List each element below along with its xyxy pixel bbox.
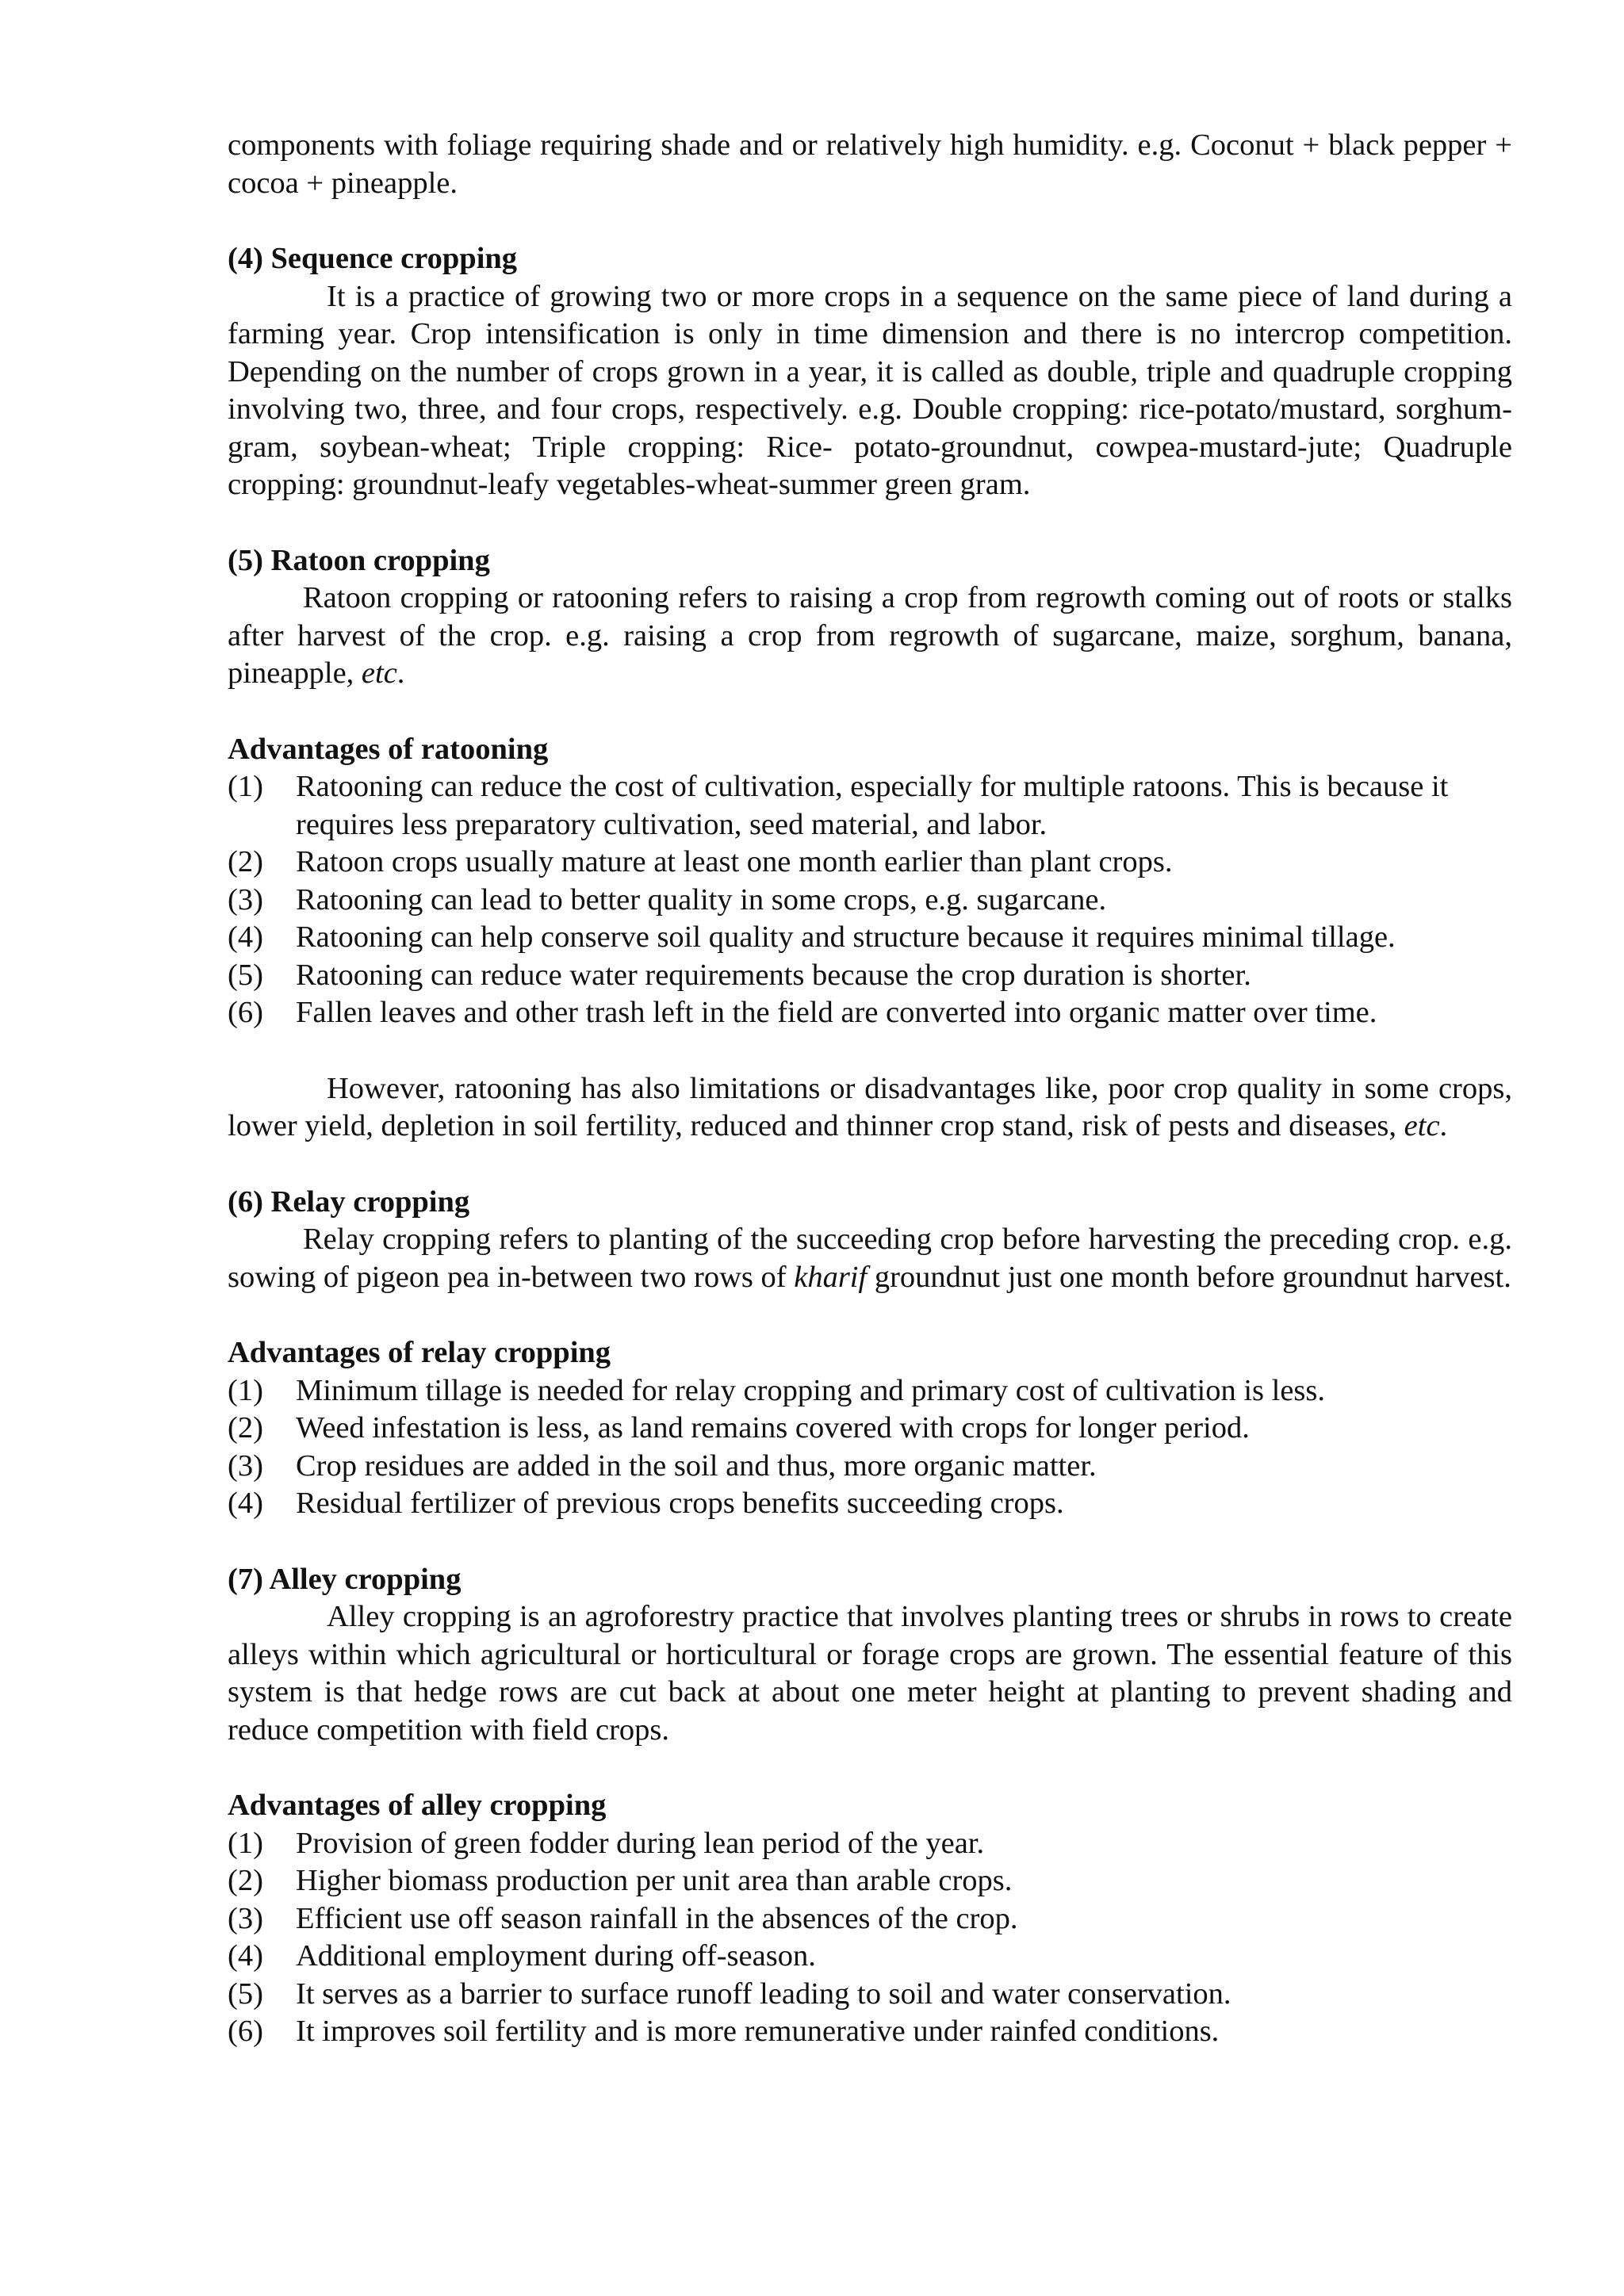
section-heading-relay-cropping: (6) Relay cropping	[228, 1184, 470, 1219]
limitations-etc: etc	[1404, 1109, 1440, 1142]
spacer	[228, 504, 1512, 542]
list-item	[228, 1900, 1512, 1938]
spacer	[228, 202, 1512, 240]
spacer	[228, 1523, 1512, 1561]
list-item	[228, 919, 1512, 957]
section-heading-advantages-of-alley-cropping: Advantages of alley cropping	[228, 1789, 607, 1822]
list-item	[228, 882, 1512, 920]
ratoon-cropping-paragraph	[228, 580, 1512, 693]
list-item-number: (5)	[228, 1976, 263, 2011]
list-item-number: (3)	[228, 1448, 263, 1483]
list-item-number: (1)	[228, 1826, 263, 1860]
list-item-text: Minimum tillage is needed for relay cropping and primary cost of cultivation is less.	[296, 1373, 1326, 1407]
list-item-number: (4)	[228, 1487, 263, 1520]
list-item-text: It serves as a barrier to surface runoff leading to soil and water conservation.	[296, 1976, 1231, 2011]
list-item-text: Weed infestation is less, as land remains covered with crops for longer period.	[296, 1411, 1250, 1445]
alley-advantages-list	[228, 1825, 1512, 2051]
alley-cropping-paragraph: Alley cropping is an agroforestry practice that involves planting trees or shrubs in rows to create alleys within which agricultural or horticultural or forage crops are grown. The essential feature of this system is that hedge rows are cut back at about one meter height at planting to prevent shading and reduce competition with field crops.	[228, 1600, 1512, 1747]
limitations-end: .	[1439, 1109, 1448, 1142]
ratoon-end: .	[396, 656, 405, 690]
list-item-text: Efficient use off season rainfall in the absences of the crop.	[296, 1901, 1018, 1935]
spacer	[228, 693, 1512, 731]
list-item	[228, 2013, 1512, 2051]
list-item	[228, 1825, 1512, 1863]
list-item-number: (3)	[228, 1901, 263, 1935]
relay-kharif: kharif	[794, 1260, 868, 1294]
list-item-number: (2)	[228, 1411, 263, 1445]
ratoon-text: Ratoon cropping or ratooning refers to raising a crop from regrowth coming out of roots or stalks after harvest of the crop. e.g. raising a crop from regrowth of sugarcane, maize, sorghum, banana, pineapple,	[228, 581, 1512, 690]
sequence-cropping-paragraph: It is a practice of growing two or more crops in a sequence on the same piece of land during a farming year. Crop intensification is only in time dimension and there is no intercrop competition. Depending on the number of crops grown in a year, it is called as double, triple and quadruple cropping involving two, three, and four crops, respectively. e.g. Double cropping: rice-potato/mustard, sorghum-gram, soybean-wheat; Triple cropping: Rice- potato-groundnut, cowpea-mustard-jute; Quadruple cropping: groundnut-leafy vegetables-wheat-summer green gram.	[228, 279, 1512, 501]
list-item-text: Additional employment during off-season.	[296, 1939, 816, 1973]
spacer	[228, 1296, 1512, 1334]
section-heading-advantages-of-ratooning: Advantages of ratooning	[228, 732, 549, 766]
list-item-text: Ratooning can help conserve soil quality and structure because it requires minimal tillage.	[296, 920, 1396, 954]
list-item-number: (4)	[228, 1939, 263, 1973]
list-item	[228, 1976, 1512, 2014]
intro-paragraph: components with foliage requiring shade and or relatively high humidity. e.g. Coconut + black pepper + cocoa + pineapple.	[228, 128, 1512, 200]
list-item	[228, 1485, 1512, 1523]
list-item-text: Higher biomass production per unit area than arable crops.	[296, 1864, 1013, 1897]
list-item-number: (2)	[228, 1864, 263, 1897]
ratooning-advantages-list	[228, 768, 1512, 1032]
list-item	[228, 1410, 1512, 1448]
spacer	[228, 1032, 1512, 1070]
list-item	[228, 994, 1512, 1032]
relay-text-before: Relay cropping refers to planting of the succeeding crop before harvesting the preceding crop. e.g. sowing of pigeon pea in-between two rows of	[228, 1223, 1512, 1294]
list-item-text: Ratoon crops usually mature at least one month earlier than plant crops.	[296, 845, 1173, 878]
list-item-number: (5)	[228, 958, 263, 992]
section-heading-alley-cropping: (7) Alley cropping	[228, 1562, 462, 1596]
list-item	[228, 1938, 1512, 1976]
relay-advantages-list	[228, 1372, 1512, 1523]
list-item-number: (3)	[228, 882, 263, 916]
list-item-text: Ratooning can lead to better quality in some crops, e.g. sugarcane.	[296, 882, 1107, 916]
relay-text-after: groundnut just one month before groundnut harvest.	[867, 1260, 1511, 1294]
ratooning-limitations-paragraph	[228, 1070, 1512, 1146]
section-heading-advantages-of-relay-cropping: Advantages of relay cropping	[228, 1336, 611, 1369]
relay-cropping-paragraph	[228, 1221, 1512, 1296]
spacer	[228, 1749, 1512, 1787]
list-item	[228, 957, 1512, 995]
list-item-number: (4)	[228, 920, 263, 954]
list-item	[228, 768, 1512, 844]
list-item	[228, 1448, 1512, 1486]
list-item-text: Residual fertilizer of previous crops benefits succeeding crops.	[296, 1487, 1064, 1520]
section-heading-sequence-cropping: (4) Sequence cropping	[228, 242, 518, 275]
list-item	[228, 1862, 1512, 1900]
list-item-number: (1)	[228, 770, 263, 803]
limitations-text: However, ratooning has also limitations or disadvantages like, poor crop quality in some crops, lower yield, depletion in soil fertility, reduced and thinner crop stand, risk of pests and diseases,	[228, 1071, 1512, 1142]
spacer	[228, 1146, 1512, 1184]
list-item-text: Provision of green fodder during lean period of the year.	[296, 1826, 985, 1860]
list-item-text: Ratooning can reduce water requirements because the crop duration is shorter.	[296, 958, 1251, 992]
ratoon-etc: etc	[361, 656, 397, 690]
list-item-number: (6)	[228, 996, 263, 1029]
list-item-text: Fallen leaves and other trash left in the field are converted into organic matter over time.	[296, 996, 1377, 1029]
list-item-number: (2)	[228, 845, 263, 878]
list-item-number: (1)	[228, 1373, 263, 1407]
list-item	[228, 844, 1512, 882]
list-item-text: Crop residues are added in the soil and thus, more organic matter.	[296, 1448, 1097, 1483]
list-item-text: Ratooning can reduce the cost of cultivation, especially for multiple ratoons. This is because it requires less preparatory cultivation, seed material, and labor.	[296, 770, 1449, 841]
section-heading-ratoon-cropping: (5) Ratoon cropping	[228, 543, 490, 577]
document-page	[228, 127, 1512, 2051]
list-item-number: (6)	[228, 2015, 263, 2048]
list-item-text: It improves soil fertility and is more remunerative under rainfed conditions.	[296, 2015, 1220, 2048]
list-item	[228, 1372, 1512, 1410]
